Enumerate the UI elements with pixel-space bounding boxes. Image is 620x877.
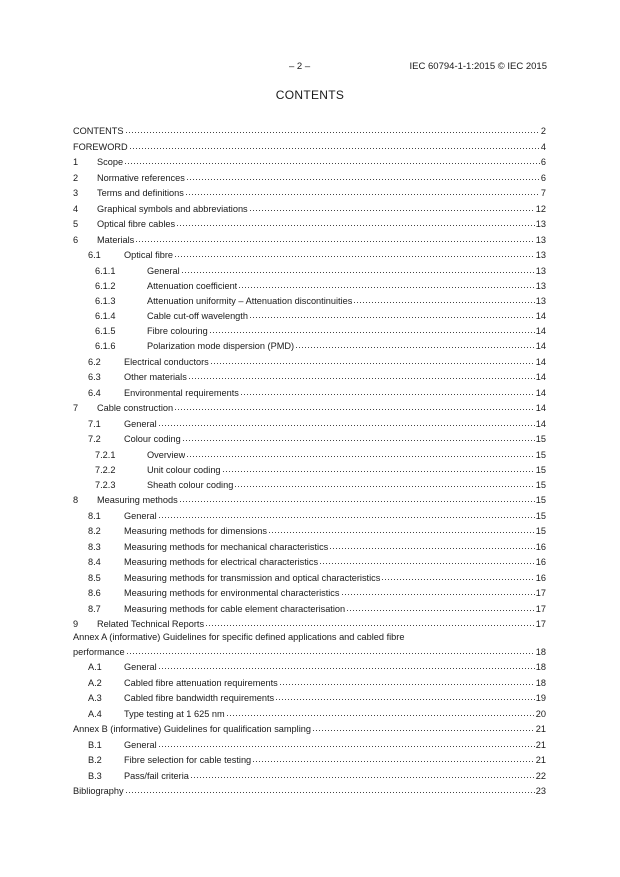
toc-entry[interactable]: [73, 323, 546, 338]
toc-dot-leader: [188, 369, 535, 380]
toc-entry-title: Measuring methods for environmental characteristics: [124, 588, 340, 599]
toc-entry-number: 6.2: [88, 356, 101, 367]
toc-entry[interactable]: [73, 247, 546, 263]
toc-entry[interactable]: [73, 508, 546, 524]
toc-dot-leader: [381, 570, 534, 581]
toc-entry-page: 18: [535, 646, 546, 657]
toc-entry[interactable]: [73, 721, 546, 737]
toc-entry-page: 17: [535, 603, 546, 614]
toc-entry-title: Unit colour coding: [147, 464, 221, 475]
toc-dot-leader: [126, 644, 535, 655]
toc-entry-page: 15: [535, 495, 546, 506]
toc-entry-title: Fibre colouring: [147, 326, 208, 337]
toc-entry-number: 5: [73, 219, 79, 229]
toc-entry-page: 15: [535, 434, 546, 445]
toc-dot-leader: [158, 737, 535, 748]
toc-entry[interactable]: [73, 752, 546, 768]
toc-entry-title: Fibre selection for cable testing: [124, 755, 252, 766]
toc-entry-title: Measuring methods for electrical characteristics: [124, 557, 319, 568]
toc-entry-page: 2: [540, 126, 546, 136]
toc-entry-number: 8.4: [88, 557, 101, 568]
toc-entry[interactable]: [73, 585, 546, 601]
toc-entry-number: 9: [73, 619, 79, 630]
toc-dot-leader: [124, 154, 540, 165]
toc-entry-title: Colour coding: [124, 434, 181, 445]
toc-entry-title: Annex B (informative) Guidelines for qualification sampling: [73, 724, 311, 735]
toc-dot-leader: [226, 706, 535, 717]
toc-entry-page: 16: [535, 557, 546, 568]
page-header: [0, 61, 620, 75]
toc-entry[interactable]: [73, 431, 546, 447]
toc-dot-leader: [190, 768, 535, 779]
toc-entry-title: Scope: [97, 157, 124, 167]
toc-dot-leader: [249, 201, 535, 212]
toc-entry[interactable]: [73, 185, 546, 201]
toc-entry-number: 7: [73, 403, 79, 414]
toc-dot-leader: [295, 338, 535, 349]
toc-dot-leader: [346, 601, 535, 612]
toc-dot-leader: [182, 431, 535, 442]
toc-entry-title: Other materials: [124, 372, 187, 383]
toc-entry[interactable]: [73, 477, 546, 492]
toc-entry[interactable]: [73, 216, 546, 232]
toc-dot-leader: [222, 462, 535, 473]
toc-entry-title: Measuring methods for mechanical characteristics: [124, 541, 329, 552]
toc-dot-leader: [176, 216, 535, 227]
toc-entry[interactable]: [73, 616, 546, 632]
toc-entry-page: 17: [535, 619, 546, 630]
toc-entry-page: 17: [535, 588, 546, 599]
toc-entry-title: General: [124, 418, 157, 429]
toc-entry-page: 14: [535, 311, 546, 322]
toc-entry-title: General: [124, 739, 157, 750]
toc-entry-page: 21: [535, 724, 546, 735]
toc-entry-number: 6.1.1: [95, 265, 116, 276]
toc-entry-number: B.3: [88, 770, 102, 781]
toc-entry-page: 14: [535, 326, 546, 337]
toc-entry-number: 7.2.3: [95, 480, 116, 490]
toc-dot-leader: [240, 385, 535, 396]
toc-entry-title: Attenuation uniformity – Attenuation discontinuities: [147, 295, 353, 306]
toc-dot-leader: [353, 293, 534, 304]
toc-dot-leader: [185, 185, 540, 196]
toc-entry-page: 14: [535, 418, 546, 429]
toc-entry-number: 1: [73, 157, 79, 167]
page-number: – 2 –: [289, 61, 311, 72]
toc-entry-title: Type testing at 1 625 nm: [124, 708, 225, 719]
toc-entry-title: Measuring methods: [97, 495, 178, 506]
toc-entry-title: Sheath colour coding: [147, 480, 234, 490]
toc-dot-leader: [174, 247, 535, 258]
toc-dot-leader: [341, 585, 535, 596]
toc-entry-number: A.3: [88, 693, 102, 704]
toc-dot-leader: [129, 139, 540, 150]
toc-entry-number: 7.2.2: [95, 464, 116, 475]
toc-entry-title: General: [124, 510, 157, 521]
toc-entry-page: 14: [535, 356, 546, 367]
toc-entry-page: 14: [535, 387, 546, 398]
toc-entry-number: 6: [73, 234, 79, 245]
toc-dot-leader: [234, 477, 534, 488]
toc-entry-page: 20: [535, 708, 546, 719]
toc-entry-title: Attenuation coefficient: [147, 280, 238, 291]
toc-entry-number: 6.1.5: [95, 326, 116, 337]
toc-dot-leader: [186, 170, 540, 181]
toc-entry-number: 8.5: [88, 572, 101, 583]
toc-entry-title: FOREWORD: [73, 141, 128, 152]
toc-entry-page: 15: [535, 510, 546, 521]
toc-entry[interactable]: [73, 263, 546, 278]
toc-entry-number: A.2: [88, 677, 102, 688]
toc-entry-page: 6: [540, 157, 546, 167]
toc-entry-page: 19: [535, 693, 546, 704]
toc-entry[interactable]: [73, 737, 546, 753]
toc-entry-number: 6.1.3: [95, 295, 116, 306]
toc-dot-leader: [125, 783, 535, 794]
toc-entry-title: Related Technical Reports: [97, 619, 205, 630]
toc-entry[interactable]: [73, 369, 546, 385]
toc-entry-title: Overview: [147, 449, 186, 460]
toc-dot-leader: [186, 447, 534, 458]
toc-entry[interactable]: [73, 659, 546, 675]
toc-entry-number: 7.1: [88, 418, 101, 429]
toc-entry[interactable]: [73, 278, 546, 293]
toc-entry-page: 12: [535, 203, 546, 214]
toc-entry[interactable]: [73, 154, 546, 170]
toc-entry-title: Bibliography: [73, 786, 124, 797]
toc-dot-leader: [249, 308, 535, 319]
toc-dot-leader: [179, 492, 535, 503]
toc-entry-title: Cable cut-off wavelength: [147, 311, 248, 322]
toc-dot-leader: [252, 752, 535, 763]
toc-entry-page: 14: [535, 403, 546, 414]
toc-entry[interactable]: [73, 354, 546, 370]
toc-dot-leader: [279, 675, 535, 686]
toc-entry-title: Cabled fibre bandwidth requirements: [124, 693, 275, 704]
toc-entry-number: 8.7: [88, 603, 101, 614]
toc-entry[interactable]: [73, 232, 546, 248]
toc-dot-leader: [158, 416, 535, 427]
toc-entry-page: 16: [535, 541, 546, 552]
toc-entry-number: 8.1: [88, 510, 101, 521]
toc-entry-page: 22: [535, 770, 546, 781]
toc-entry-page: 18: [535, 677, 546, 688]
toc-entry-title: Normative references: [97, 172, 185, 183]
toc-entry-title: Measuring methods for transmission and optical characteristics: [124, 572, 381, 583]
toc-entry[interactable]: [73, 447, 546, 462]
toc-entry-page: 21: [535, 755, 546, 766]
toc-entry[interactable]: [73, 523, 546, 539]
toc-dot-leader: [125, 123, 540, 134]
toc-entry-title: Environmental requirements: [124, 387, 239, 398]
toc-entry[interactable]: [73, 416, 546, 432]
toc-entry-title: General: [124, 662, 157, 673]
toc-dot-leader: [329, 539, 535, 550]
toc-entry-page: 18: [535, 662, 546, 673]
toc-entry[interactable]: [73, 462, 546, 477]
toc-entry-page: 13: [535, 265, 546, 276]
toc-dot-leader: [238, 278, 535, 289]
toc-entry-title: General: [147, 265, 180, 276]
toc-entry-title: Pass/fail criteria: [124, 770, 189, 781]
toc-entry-title: Optical fibre: [124, 250, 174, 260]
toc-entry-page: 4: [540, 141, 546, 152]
toc-entry[interactable]: [73, 783, 546, 799]
toc-entry-page: 13: [535, 219, 546, 229]
toc-entry-number: 8: [73, 495, 79, 506]
toc-entry-number: B.1: [88, 739, 102, 750]
toc-entry-number: 8.2: [88, 526, 101, 537]
toc-entry[interactable]: [73, 293, 546, 308]
toc-entry-title: Cabled fibre attenuation requirements: [124, 677, 278, 688]
toc-dot-leader: [205, 616, 535, 627]
toc-dot-leader: [268, 523, 535, 534]
toc-entry-page: 13: [535, 280, 546, 291]
toc-entry-page: 6: [540, 172, 546, 183]
toc-entry-wrapped-line[interactable]: Annex A (informative) Guidelines for specific defined applications and cabled fibre: [73, 631, 405, 642]
toc-entry-page: 15: [535, 526, 546, 537]
toc-dot-leader: [209, 323, 535, 334]
toc-entry[interactable]: [73, 492, 546, 508]
toc-entry-title: Measuring methods for cable element characterisation: [124, 603, 346, 614]
toc-entry-page: 13: [535, 234, 546, 245]
toc-entry[interactable]: [73, 554, 546, 570]
toc-entry-page: 21: [535, 739, 546, 750]
toc-entry-number: 6.1.4: [95, 311, 116, 322]
toc-entry-page: 7: [540, 188, 546, 198]
toc-entry[interactable]: [73, 385, 546, 401]
toc-entry[interactable]: [73, 400, 546, 416]
toc-entry-page: 16: [535, 572, 546, 583]
toc-entry-title: Measuring methods for dimensions: [124, 526, 267, 537]
toc-entry-title: Materials: [97, 234, 135, 245]
toc-entry[interactable]: [73, 308, 546, 323]
toc-entry-title: Terms and definitions: [97, 188, 184, 198]
toc-dot-leader: [158, 659, 535, 670]
toc-entry-number: 7.2: [88, 434, 101, 445]
toc-dot-leader: [275, 690, 535, 701]
toc-entry[interactable]: [73, 706, 546, 722]
toc-entry-number: A.4: [88, 708, 102, 719]
document-reference: IEC 60794-1-1:2015 © IEC 2015: [409, 61, 547, 72]
toc-entry[interactable]: [73, 201, 546, 217]
toc-entry-page: 14: [535, 372, 546, 383]
toc-dot-leader: [158, 508, 535, 519]
toc-entry-page: 23: [535, 786, 546, 797]
toc-entry-number: 6.3: [88, 372, 101, 383]
toc-dot-leader: [181, 263, 535, 274]
toc-entry[interactable]: [73, 675, 546, 691]
toc-entry-number: 8.6: [88, 588, 101, 599]
toc-entry-number: 6.1.6: [95, 341, 116, 352]
toc-entry-title: Polarization mode dispersion (PMD): [147, 341, 295, 352]
toc-entry-number: B.2: [88, 755, 102, 766]
toc-entry[interactable]: [73, 139, 546, 155]
table-of-contents: [73, 123, 546, 799]
toc-dot-leader: [135, 232, 534, 243]
toc-entry[interactable]: [73, 601, 546, 617]
toc-entry-title: Optical fibre cables: [97, 219, 176, 229]
toc-entry-title: CONTENTS: [73, 126, 124, 136]
toc-entry-page: 13: [535, 250, 546, 260]
toc-entry-page: 15: [535, 480, 546, 490]
toc-entry-number: 6.1: [88, 250, 101, 260]
toc-entry-title: Electrical conductors: [124, 356, 209, 367]
toc-entry-title: Cable construction: [97, 403, 174, 414]
toc-entry-page: 13: [535, 295, 546, 306]
toc-entry-number: A.1: [88, 662, 102, 673]
toc-entry[interactable]: [73, 690, 546, 706]
toc-entry-number: 3: [73, 188, 79, 198]
toc-entry[interactable]: [73, 338, 546, 353]
toc-entry[interactable]: [73, 768, 546, 784]
toc-entry-number: 8.3: [88, 541, 101, 552]
toc-entry[interactable]: [73, 170, 546, 186]
toc-dot-leader: [210, 354, 535, 365]
toc-entry[interactable]: [73, 539, 546, 555]
toc-entry[interactable]: [73, 644, 546, 660]
toc-entry[interactable]: [73, 570, 546, 586]
page-title: CONTENTS: [275, 88, 345, 102]
toc-entry-number: 6.1.2: [95, 280, 116, 291]
toc-entry-title: performance: [73, 646, 125, 657]
toc-entry-number: 4: [73, 203, 79, 214]
toc-entry-page: 14: [535, 341, 546, 352]
toc-entry-title: Graphical symbols and abbreviations: [97, 203, 248, 214]
toc-entry-page: 15: [535, 464, 546, 475]
toc-dot-leader: [312, 721, 535, 732]
toc-entry-number: 6.4: [88, 387, 101, 398]
toc-entry-number: 2: [73, 172, 79, 183]
toc-entry-number: 7.2.1: [95, 449, 116, 460]
toc-entry-page: 15: [535, 449, 546, 460]
toc-dot-leader: [319, 554, 535, 565]
toc-dot-leader: [174, 400, 535, 411]
toc-entry[interactable]: [73, 123, 546, 139]
